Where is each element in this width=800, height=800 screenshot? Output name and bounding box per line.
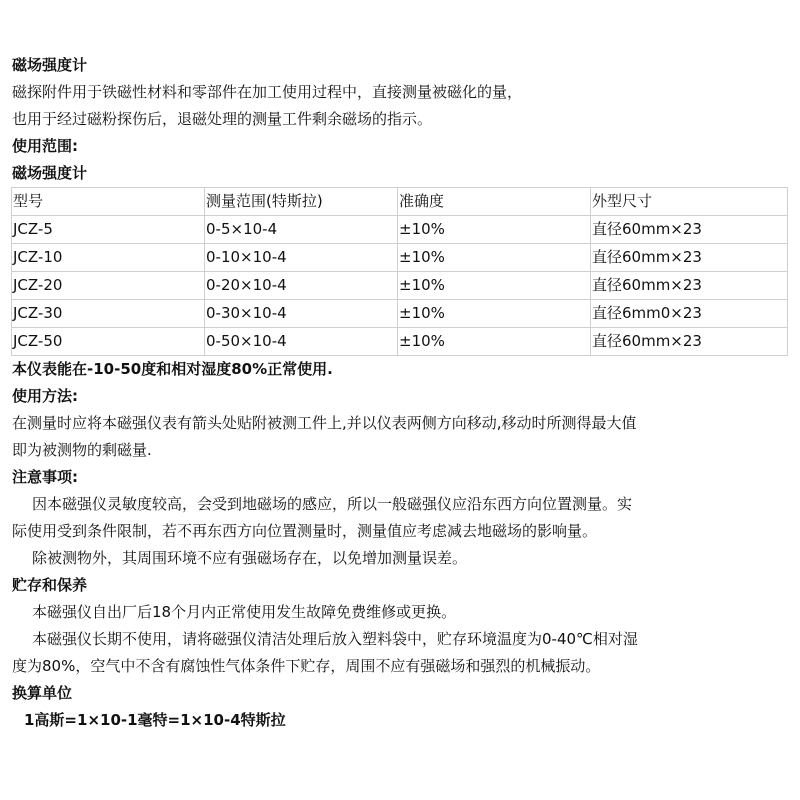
header-model: 型号 [12, 188, 205, 216]
table-row [12, 216, 788, 244]
cell-dimensions: 直径60mm×23 [591, 216, 788, 244]
notes-heading: 注意事项: [12, 468, 78, 486]
cell-accuracy: ±10% [398, 300, 591, 328]
cell-range: 0-20×10-4 [205, 272, 398, 300]
method-heading: 使用方法: [12, 387, 78, 405]
cell-range: 0-5×10-4 [205, 216, 398, 244]
notes-line-1: 因本磁强仪灵敏度较高，会受到地磁场的感应，所以一般磁强仪应沿东西方向位置测量。实 [32, 495, 633, 513]
cell-accuracy: ±10% [398, 272, 591, 300]
cell-accuracy: ±10% [398, 216, 591, 244]
cell-accuracy: ±10% [398, 244, 591, 272]
notes-line-2: 际使用受到条件限制，若不再东西方向位置测量时，测量值应考虑减去地磁场的影响量。 [12, 522, 598, 540]
storage-line-2: 本磁强仪长期不使用，请将磁强仪清洁处理后放入塑料袋中，贮存环境温度为0-40℃相对湿 [32, 630, 638, 648]
header-range: 测量范围(特斯拉) [205, 188, 398, 216]
cell-model: JCZ-50 [12, 328, 205, 356]
cell-range: 0-50×10-4 [205, 328, 398, 356]
cell-range: 0-30×10-4 [205, 300, 398, 328]
cell-accuracy: ±10% [398, 328, 591, 356]
cell-range: 0-10×10-4 [205, 244, 398, 272]
cell-model: JCZ-20 [12, 272, 205, 300]
method-line-1: 在测量时应将本磁强仪表有箭头处贴附被测工件上,并以仪表两侧方向移动,移动时所测得最大值 [12, 414, 637, 432]
document-body [12, 52, 790, 734]
spec-table [11, 187, 788, 356]
table-row [12, 328, 788, 356]
storage-heading: 贮存和保养 [12, 576, 88, 594]
table-title: 磁场强度计 [12, 164, 88, 182]
table-row [12, 300, 788, 328]
cell-dimensions: 直径60mm×23 [591, 272, 788, 300]
notes-line-3: 除被测物外，其周围环境不应有强磁场存在，以免增加测量误差。 [32, 549, 468, 567]
intro-line-1: 磁探附件用于铁磁性材料和零部件在加工使用过程中，直接测量被磁化的量， [12, 83, 523, 101]
intro-line-2: 也用于经过磁粉探伤后，退磁处理的测量工件剩余磁场的指示。 [12, 110, 433, 128]
method-line-2: 即为被测物的剩磁量. [12, 441, 152, 459]
cell-model: JCZ-10 [12, 244, 205, 272]
header-accuracy: 准确度 [398, 188, 591, 216]
storage-line-1: 本磁强仪自出厂后18个月内正常使用发生故障免费维修或更换。 [32, 603, 457, 621]
cell-model: JCZ-30 [12, 300, 205, 328]
document-title: 磁场强度计 [12, 56, 88, 74]
conditions-note: 本仪表能在-10-50度和相对湿度80%正常使用. [12, 360, 333, 378]
cell-dimensions: 直径60mm×23 [591, 328, 788, 356]
table-row [12, 272, 788, 300]
units-heading: 换算单位 [12, 684, 73, 702]
units-formula: 1高斯=1×10-1毫特=1×10-4特斯拉 [24, 711, 286, 729]
table-header-row [12, 188, 788, 216]
header-dimensions: 外型尺寸 [591, 188, 788, 216]
cell-dimensions: 直径60mm×23 [591, 244, 788, 272]
cell-model: JCZ-5 [12, 216, 205, 244]
cell-dimensions: 直径6mm0×23 [591, 300, 788, 328]
table-row [12, 244, 788, 272]
usage-range-heading: 使用范围: [12, 137, 78, 155]
storage-line-3: 度为80%，空气中不含有腐蚀性气体条件下贮存，周围不应有强磁场和强烈的机械振动。 [12, 657, 601, 675]
